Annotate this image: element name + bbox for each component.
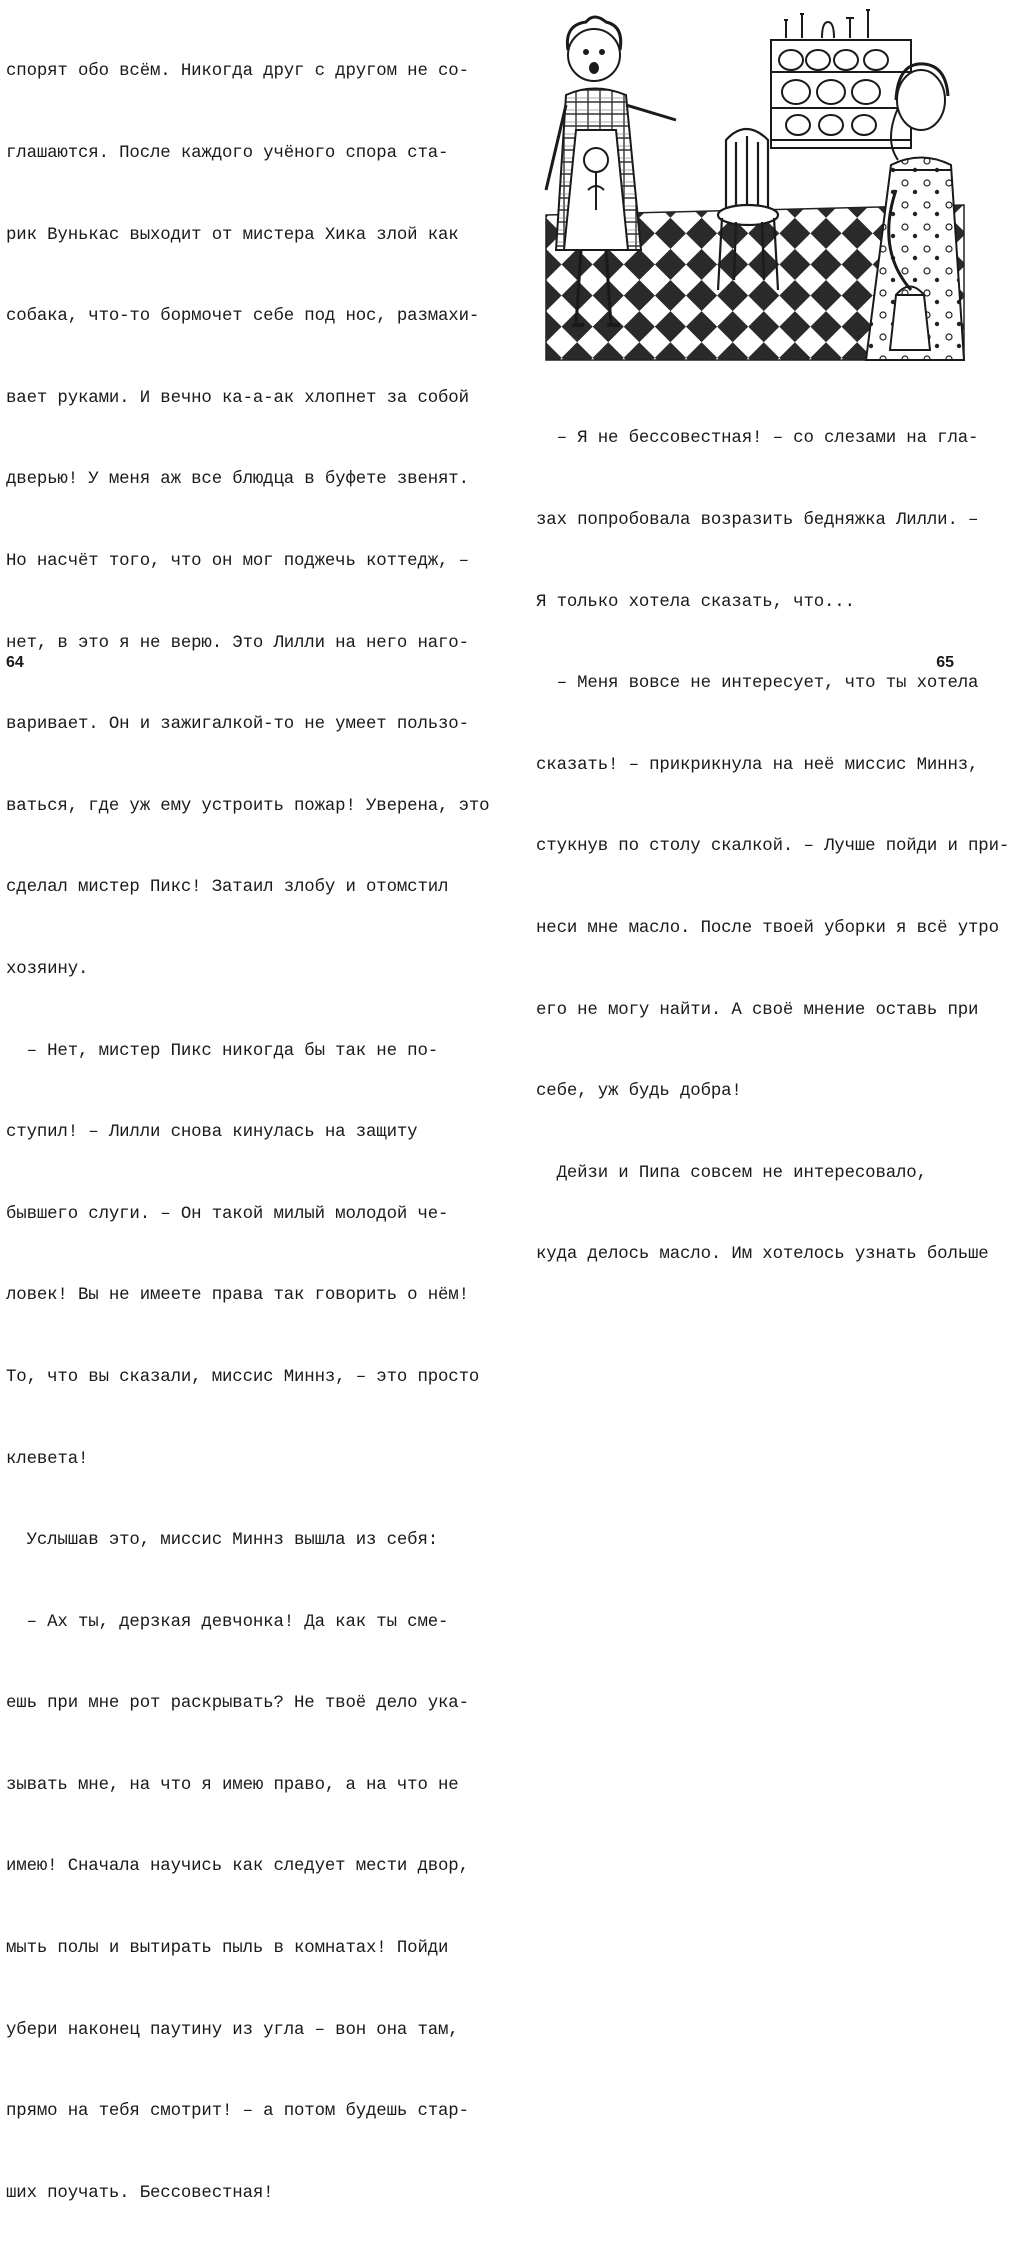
text-line: сделал мистер Пикс! Затаил злобу и отомстил xyxy=(6,878,449,898)
text-line: клевета! xyxy=(6,1449,89,1469)
page-number: 65 xyxy=(936,654,954,671)
text-line: Я только хотела сказать, что... xyxy=(536,592,855,612)
text-line: ловек! Вы не имеете права так говорить о нём! xyxy=(6,1286,469,1306)
text-line: Услышав это, миссис Миннз вышла из себя: xyxy=(6,1531,439,1551)
dresser-shelf xyxy=(771,10,911,148)
text-line: Дейзи и Пипа совсем не интересовало, xyxy=(536,1163,927,1183)
text-line: – Ах ты, дерзкая девчонка! Да как ты сме- xyxy=(6,1612,449,1632)
text-line: нет, в это я не верю. Это Лилли на него наго- xyxy=(6,633,469,653)
text-line: мыть полы и вытирать пыль в комнатах! Пойди xyxy=(6,1939,449,1959)
text-line: вает руками. И вечно ка-а-ак хлопнет за собой xyxy=(6,388,469,408)
kitchen-illustration xyxy=(546,0,964,360)
text-line: себе, уж будь добра! xyxy=(536,1082,742,1102)
text-line: – Нет, мистер Пикс никогда бы так не по- xyxy=(6,1041,439,1061)
text-line: стукнув по столу скалкой. – Лучше пойди и при- xyxy=(536,837,1009,857)
text-line: убери наконец паутину из угла – вон она там, xyxy=(6,2020,459,2040)
text-line: ступил! – Лилли снова кинулась на защиту xyxy=(6,1123,418,1143)
text-line: ешь при мне рот раскрывать? Не твоё дело ука- xyxy=(6,1694,469,1714)
text-line: сказать! – прикрикнула на неё миссис Миннз, xyxy=(536,755,979,775)
text-line: спорят обо всём. Никогда друг с другом не со- xyxy=(6,62,469,82)
text-line: ваться, где уж ему устроить пожар! Уверена, это xyxy=(6,796,490,816)
text-line: дверью! У меня аж все блюдца в буфете звенят. xyxy=(6,470,469,490)
text-line: зывать мне, на что я имею право, а на что не xyxy=(6,1775,459,1795)
page-number: 64 xyxy=(6,654,24,671)
text-line: прямо на тебя смотрит! – а потом будешь стар- xyxy=(6,2102,469,2122)
right-page-text xyxy=(536,371,1009,1323)
text-line: – Я не бессовестная! – со слезами на гла- xyxy=(536,429,979,449)
text-line: ших поучать. Бессовестная! xyxy=(6,2183,274,2203)
text-line: имею! Сначала научись как следует мести двор, xyxy=(6,1857,469,1877)
left-page xyxy=(0,0,490,2203)
right-page xyxy=(492,0,1009,1265)
text-line: То, что вы сказали, миссис Миннз, – это просто xyxy=(6,1367,480,1387)
text-line: его не могу найти. А своё мнение оставь при xyxy=(536,1000,979,1020)
text-line: бывшего слуги. – Он такой милый молодой че- xyxy=(6,1204,449,1224)
text-line: варивает. Он и зажигалкой-то не умеет пользо- xyxy=(6,715,469,735)
text-line: неси мне масло. После твоей уборки я всё утро xyxy=(536,918,999,938)
text-line: куда делось масло. Им хотелось узнать больше xyxy=(536,1245,989,1265)
text-line: хозяину. xyxy=(6,959,89,979)
text-line: зах попробовала возразить бедняжка Лилли. – xyxy=(536,511,979,530)
text-line: Но насчёт того, что он мог поджечь коттедж, – xyxy=(6,551,469,571)
text-line: рик Вунькас выходит от мистера Хика злой как xyxy=(6,225,459,245)
text-line: глашаются. После каждого учёного спора ста- xyxy=(6,144,449,163)
text-line: собака, что-то бормочет себе под нос, размахи- xyxy=(6,307,480,327)
left-page-text xyxy=(6,4,489,2261)
text-line: – Меня вовсе не интересует, что ты хотела xyxy=(536,674,979,694)
